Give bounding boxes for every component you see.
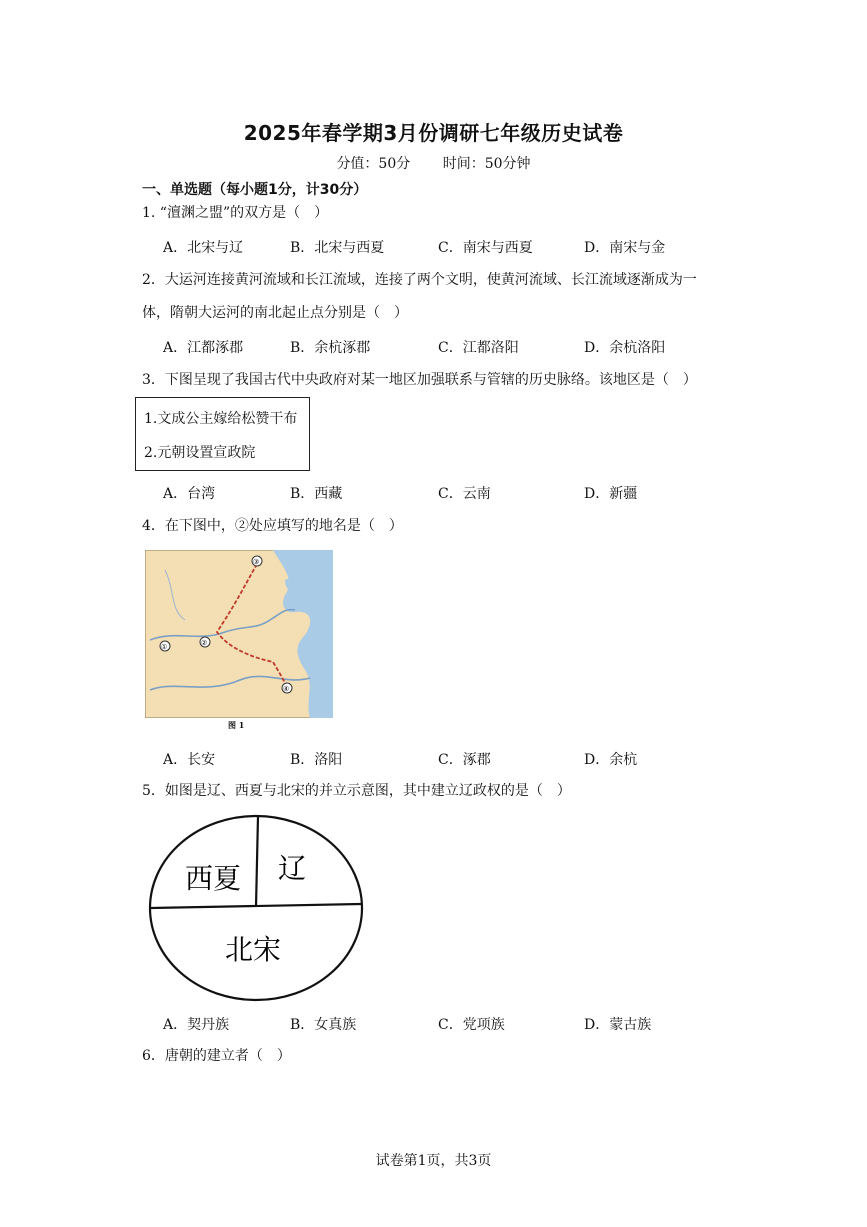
q1-option-b: B．北宋与西夏 xyxy=(290,240,385,256)
timeline-item-2: 2.元朝设置宣政院 xyxy=(144,445,256,461)
q1-option-a: A．北宋与辽 xyxy=(163,240,244,256)
q4-option-d: D．余杭 xyxy=(584,752,638,768)
diagram-label-beisong: 北宋 xyxy=(225,933,282,966)
question-4-stem: 4．在下图中，②处应填写的地名是（ ） xyxy=(142,518,403,534)
q5-option-d: D．蒙古族 xyxy=(584,1017,652,1033)
q4-option-c: C．涿郡 xyxy=(438,752,491,768)
question-5-stem: 5．如图是辽、西夏与北宋的并立示意图，其中建立辽政权的是（ ） xyxy=(142,783,571,799)
q3-option-a: A．台湾 xyxy=(163,486,216,502)
q2-option-b: B．余杭涿郡 xyxy=(290,340,371,356)
map-marker-3-label: ③ xyxy=(253,558,260,566)
map-marker-4-label: ④ xyxy=(283,685,290,693)
section-heading: 一、单选题（每小题1分，计30分） xyxy=(142,182,368,198)
q3-option-c: C．云南 xyxy=(438,486,491,502)
question-3-stem: 3．下图呈现了我国古代中央政府对某一地区加强联系与管辖的历史脉络。该地区是（ ） xyxy=(142,372,697,388)
q3-option-d: D．新疆 xyxy=(584,486,638,502)
map-caption-text: 图 1 xyxy=(228,720,245,730)
history-timeline-box xyxy=(135,397,310,471)
grand-canal-map xyxy=(145,550,333,718)
score-info: 分值：50分 xyxy=(336,156,411,172)
question-1-stem: 1. “澶渊之盟”的双方是（ ） xyxy=(142,205,329,221)
question-2-stem-line1: 2．大运河连接黄河流域和长江流域，连接了两个文明，使黄河流域、长江流域逐渐成为一 xyxy=(142,272,697,288)
diagram-vertical-divider xyxy=(256,816,258,907)
regime-diagram xyxy=(145,812,367,1004)
q4-option-b: B．洛阳 xyxy=(290,752,343,768)
q5-option-a: A．契丹族 xyxy=(163,1017,230,1033)
q2-option-a: A．江都涿郡 xyxy=(163,340,244,356)
page-footer: 试卷第1页，共3页 xyxy=(375,1153,492,1169)
diagram-label-xixia: 西夏 xyxy=(185,862,242,895)
q3-option-b: B．西藏 xyxy=(290,486,343,502)
exam-meta xyxy=(0,153,867,173)
map-marker-2-label: ② xyxy=(201,639,208,647)
exam-title: 2025年春学期3月份调研七年级历史试卷 xyxy=(243,121,624,145)
time-info: 时间：50分钟 xyxy=(442,156,531,172)
q1-option-c: C．南宋与西夏 xyxy=(438,240,533,256)
q2-option-c: C．江都洛阳 xyxy=(438,340,519,356)
q4-option-a: A．长安 xyxy=(163,752,216,768)
diagram-label-liao: 辽 xyxy=(278,852,307,885)
q2-option-d: D．余杭洛阳 xyxy=(584,340,666,356)
question-6-stem: 6．唐朝的建立者（ ） xyxy=(142,1048,291,1064)
timeline-item-1: 1.文成公主嫁给松赞干布 xyxy=(144,411,298,427)
q5-option-b: B．女真族 xyxy=(290,1017,357,1033)
map-marker-1-label: ① xyxy=(161,643,168,651)
q5-option-c: C．党项族 xyxy=(438,1017,505,1033)
q1-option-d: D．南宋与金 xyxy=(584,240,666,256)
question-2-stem-line2: 体，隋朝大运河的南北起止点分别是（ ） xyxy=(142,305,408,321)
